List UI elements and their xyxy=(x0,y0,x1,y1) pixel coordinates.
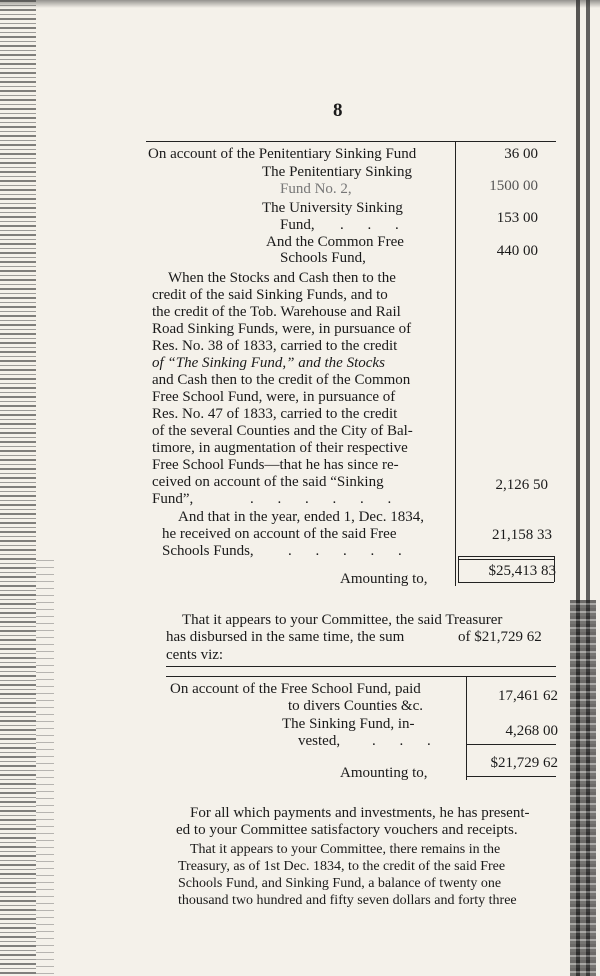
disbursement-item-label: to divers Counties &c. xyxy=(288,698,423,714)
closing-line: For all which payments and investments, he has present- xyxy=(190,805,530,821)
closing-line: Schools Fund, and Sinking Fund, a balance of twenty one xyxy=(178,876,502,891)
paragraph-line: and Cash then to the credit of the Common xyxy=(152,372,411,388)
receipts-total-box-left xyxy=(458,556,459,582)
disbursement-item-label: On account of the Free School Fund, paid xyxy=(170,681,421,697)
left-binding-edge xyxy=(0,0,36,976)
right-binding-shadow xyxy=(570,600,596,976)
disbursements-total-rule xyxy=(466,744,556,745)
paragraph-line: credit of the said Sinking Funds, and to xyxy=(152,287,388,303)
intro-line: cents viz: xyxy=(166,647,224,663)
year-line: And that in the year, ended 1, Dec. 1834, xyxy=(178,509,424,525)
disbursements-top-rule xyxy=(166,666,556,667)
paragraph-line: Res. No. 47 of 1833, carried to the credit xyxy=(152,406,398,422)
closing-line: ed to your Committee satisfactory vouchers and receipts. xyxy=(176,822,518,838)
receipt-item-label: Fund, xyxy=(280,217,315,233)
receipts-total-box-bottom xyxy=(458,582,554,583)
closing-line: Treasury, as of 1st Dec. 1834, to the credit of the said Free xyxy=(178,859,506,874)
closing-line: That it appears to your Committee, there remains in the xyxy=(190,842,501,857)
disbursement-item-label: vested, xyxy=(298,733,341,749)
paragraph-line: When the Stocks and Cash then to the xyxy=(168,270,396,286)
year-line: he received on account of the said Free xyxy=(162,526,397,542)
paragraph-line: ceived on account of the said “Sinking xyxy=(152,474,384,490)
intro-sum: of $21,729 62 xyxy=(458,629,542,645)
paragraph-line: timore, in augmentation of their respective xyxy=(152,440,408,456)
paragraph-line: the credit of the Tob. Warehouse and Rail xyxy=(152,304,401,320)
paragraph-line: of the several Counties and the City of Bal- xyxy=(152,423,413,439)
receipt-item-label: Schools Fund, xyxy=(280,250,366,266)
receipts-column-rule xyxy=(455,141,456,586)
paragraph-line: Fund”, xyxy=(152,491,194,507)
disbursement-item-amount: 17,461 62 xyxy=(498,688,558,704)
receipt-item-label: Fund No. 2, xyxy=(280,181,352,197)
left-binding-shadow xyxy=(36,560,54,976)
receipt-item-amount: 36 00 xyxy=(504,146,538,162)
receipt-item-amount: 1500 00 xyxy=(489,178,538,194)
receipts-total-label: Amounting to, xyxy=(340,571,428,587)
paragraph-amount: 2,126 50 xyxy=(495,477,548,493)
receipts-total-rule xyxy=(458,559,554,560)
disbursements-total-label: Amounting to, xyxy=(340,765,428,781)
receipt-item-label: The University Sinking xyxy=(262,200,403,216)
receipts-total-amount: $25,413 83 xyxy=(488,563,556,579)
year-line: Schools Funds, xyxy=(162,543,254,559)
receipt-item-label: And the Common Free xyxy=(266,234,404,250)
year-amount: 21,158 33 xyxy=(492,527,552,543)
leader-dots: . . . xyxy=(372,733,441,749)
paragraph-line: Free School Funds—that he has since re- xyxy=(152,457,399,473)
paragraph-line: of “The Sinking Fund,” and the Stocks xyxy=(152,355,385,371)
receipts-top-rule xyxy=(146,141,556,142)
receipts-total-box-right xyxy=(554,556,555,582)
page-number: 8 xyxy=(333,100,343,121)
disbursement-item-label: The Sinking Fund, in- xyxy=(282,716,415,732)
intro-line: has disbursed in the same time, the sum xyxy=(166,629,405,645)
top-page-edge xyxy=(0,0,600,8)
paragraph-line: Free School Fund, were, in pursuance of xyxy=(152,389,396,405)
receipts-total-rule xyxy=(458,556,554,557)
disbursements-column-rule xyxy=(466,676,467,780)
leader-dots: . . . xyxy=(340,217,409,233)
disbursements-total-bottom-rule xyxy=(466,776,556,777)
receipt-item-amount: 440 00 xyxy=(496,243,538,259)
disbursement-item-amount: 4,268 00 xyxy=(505,723,558,739)
receipt-item-label: On account of the Penitentiary Sinking Fund xyxy=(148,146,417,162)
closing-line: thousand two hundred and fifty seven dollars and forty three xyxy=(178,893,517,908)
disbursements-total-amount: $21,729 62 xyxy=(490,755,558,771)
disbursements-top-rule xyxy=(166,676,556,677)
paragraph-line: Res. No. 38 of 1833, carried to the credit xyxy=(152,338,398,354)
intro-line: That it appears to your Committee, the said Treasurer xyxy=(182,612,503,628)
receipt-item-label: The Penitentiary Sinking xyxy=(262,164,412,180)
receipt-item-amount: 153 00 xyxy=(496,210,538,226)
leader-dots: . . . . . . xyxy=(250,491,402,507)
leader-dots: . . . . . xyxy=(288,543,412,559)
paragraph-line: Road Sinking Funds, were, in pursuance of xyxy=(152,321,412,337)
